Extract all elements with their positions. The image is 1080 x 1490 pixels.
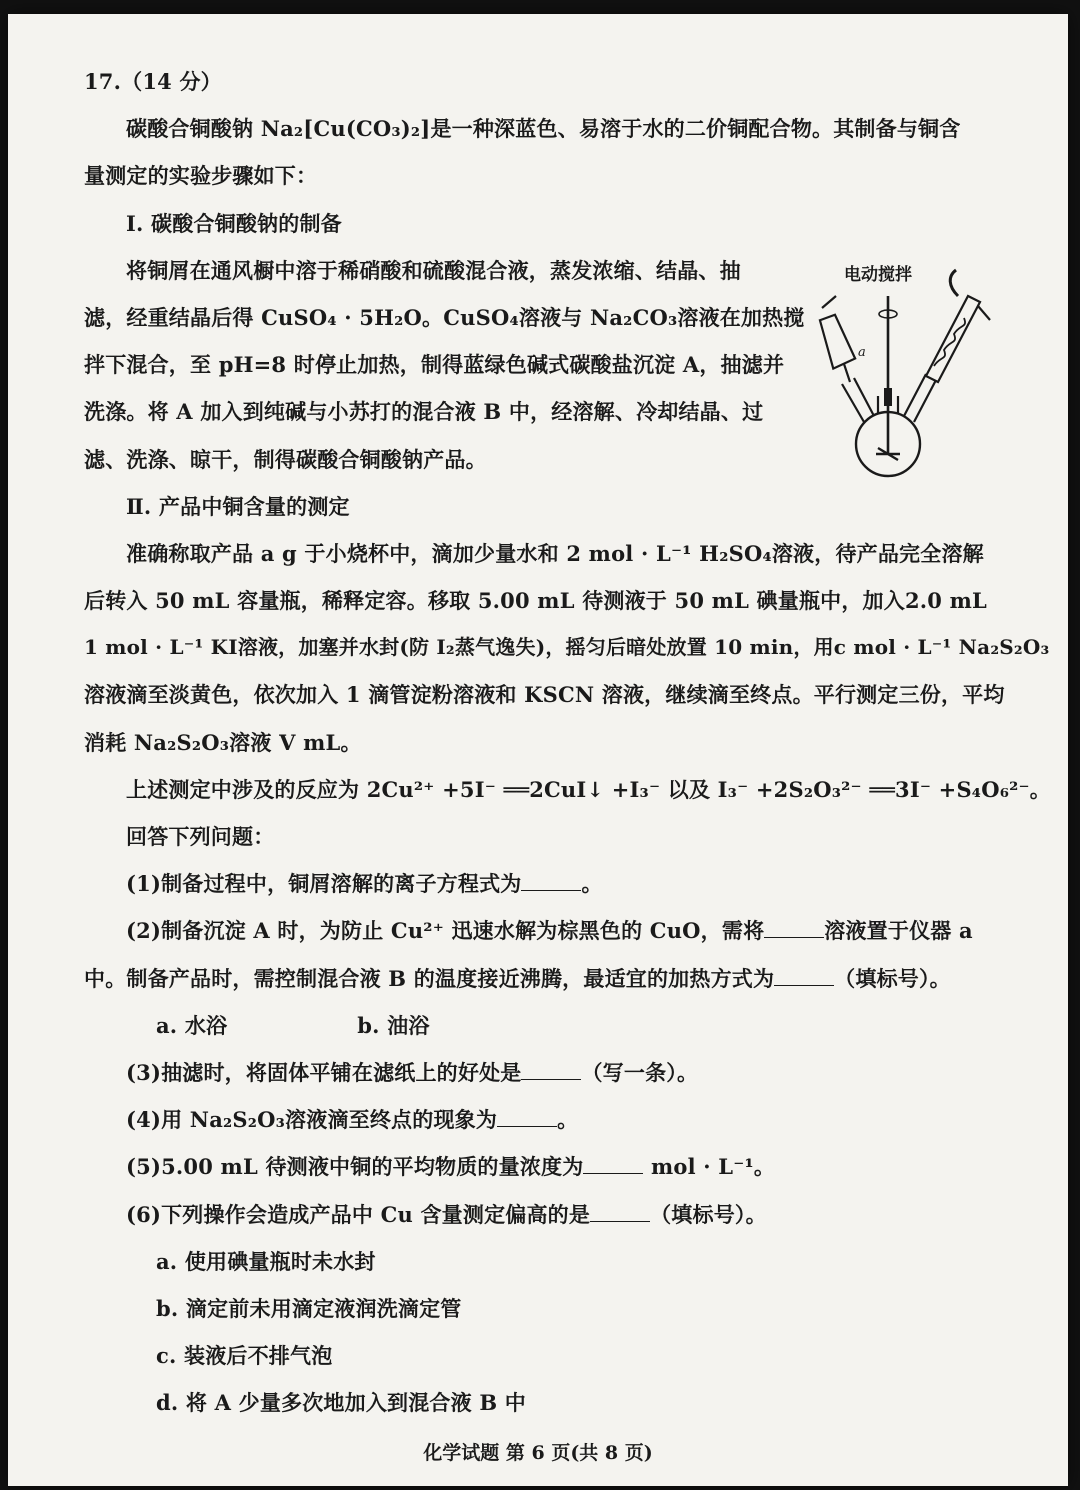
reaction-equations: 上述测定中涉及的反应为 2Cu²⁺ +5I⁻ ══2CuI↓ +I₃⁻ 以及 I₃⁻ +2S₂O₃²⁻ ══3I⁻ +S₄O₆²⁻。	[126, 776, 1051, 802]
sub-question-3	[84, 1049, 1004, 1096]
funnel-stem	[844, 364, 850, 382]
part1-line-3: 拌下混合，至 pH=8 时停止加热，制得蓝绿色碱式碳酸盐沉淀 A，抽滤并	[84, 352, 785, 378]
intro-line-1: 碳酸合铜酸钠 Na₂[Cu(CO₃)₂]是一种深蓝色、易溶于水的二价铜配合物。其制备与铜含	[126, 116, 961, 142]
answer-prompt: 回答下列问题：	[126, 824, 275, 849]
part1-line-2: 滤，经重结晶后得 CuSO₄ · 5H₂O。CuSO₄溶液与 Na₂CO₃溶液在加热搅	[84, 304, 805, 330]
part2-line-5: 消耗 Na₂S₂O₃溶液 V mL。	[84, 729, 362, 755]
part2-line-4: 溶液滴至淡黄色，依次加入 1 滴管淀粉溶液和 KSCN 溶液，继续滴至终点。平行测定三份，平均	[84, 682, 1005, 708]
q2-option-b: b. 油浴	[357, 1012, 430, 1038]
sub-question-6	[84, 1191, 1004, 1238]
part1-line-5: 滤、洗涤、晾干，制得碳酸合铜酸钠产品。	[84, 446, 487, 472]
q6-option-b: b. 滴定前未用滴定液润洗滴定管	[156, 1295, 462, 1321]
funnel-stopper	[822, 296, 836, 308]
q2-answer-blank-2[interactable]	[774, 965, 834, 986]
condenser-outlet	[978, 306, 990, 320]
flask-left-neck	[842, 378, 874, 422]
q6-option-c: c. 装液后不排气泡	[156, 1343, 333, 1369]
q6-tail: （填标号）。	[650, 1201, 767, 1227]
q2-tail-1: 溶液置于仪器 a	[824, 918, 973, 944]
flask-right-neck	[904, 374, 936, 422]
stirrer-seal	[884, 388, 892, 406]
sub-question-1	[84, 860, 1004, 907]
q2-options	[84, 1002, 1004, 1049]
sub-question-2-line-1	[84, 907, 1004, 954]
apparatus-figure	[808, 256, 998, 486]
q6-answer-blank[interactable]	[590, 1201, 650, 1222]
condenser-hose	[950, 270, 958, 296]
q2-option-a: a. 水浴	[156, 1012, 228, 1038]
sub-question-2-line-2	[84, 955, 1004, 1002]
q2-tail-2: （填标号）。	[834, 965, 951, 991]
question-header: 17.（14 分）	[84, 69, 222, 94]
condenser	[926, 296, 980, 382]
q6-text: (6)下列操作会造成产品中 Cu 含量测定偏高的是	[126, 1201, 591, 1227]
exam-page	[8, 14, 1068, 1486]
q4-text: (4)用 Na₂S₂O₃溶液滴至终点的现象为	[126, 1107, 498, 1133]
q6-option-d: d. 将 A 少量多次地加入到混合液 B 中	[156, 1390, 526, 1416]
funnel-label-a: a	[858, 345, 866, 360]
q6-option-a: a. 使用碘量瓶时未水封	[156, 1248, 376, 1274]
sub-question-4	[84, 1096, 1004, 1143]
q5-text: (5)5.00 mL 待测液中铜的平均物质的量浓度为	[126, 1154, 584, 1180]
q5-answer-blank[interactable]	[583, 1153, 643, 1174]
q3-answer-blank[interactable]	[521, 1059, 581, 1080]
q1-text: (1)制备过程中，铜屑溶解的离子方程式为	[126, 871, 522, 897]
q2-text-1: (2)制备沉淀 A 时，为防止 Cu²⁺ 迅速水解为棕黑色的 CuO，需将	[126, 918, 765, 944]
q3-tail: （写一条）。	[581, 1059, 699, 1085]
part2-title: Ⅱ. 产品中铜含量的测定	[126, 493, 350, 519]
q3-text: (3)抽滤时，将固体平铺在滤纸上的好处是	[126, 1059, 522, 1085]
dropping-funnel-a	[816, 313, 856, 368]
page-footer: 化学试题 第 6 页(共 8 页)	[423, 1442, 653, 1464]
q1-answer-blank[interactable]	[521, 870, 581, 891]
sub-question-5	[84, 1143, 1004, 1190]
q4-tail: 。	[557, 1107, 579, 1133]
q1-tail: 。	[581, 871, 603, 897]
q2-answer-blank-1[interactable]	[764, 917, 824, 938]
figure-caption: 电动搅拌	[844, 265, 912, 285]
intro-line-2: 量测定的实验步骤如下：	[84, 163, 318, 189]
part1-title: Ⅰ. 碳酸合铜酸钠的制备	[126, 210, 342, 236]
part1-line-1: 将铜屑在通风橱中溶于稀硝酸和硫酸混合液，蒸发浓缩、结晶、抽	[126, 257, 741, 283]
q5-tail: mol · L⁻¹。	[643, 1154, 776, 1180]
q4-answer-blank[interactable]	[497, 1106, 557, 1127]
part2-line-2: 后转入 50 mL 容量瓶，稀释定容。移取 5.00 mL 待测液于 50 mL 碘量瓶中，加入2.0 mL	[84, 588, 987, 614]
part1-line-4: 洗涤。将 A 加入到纯碱与小苏打的混合液 B 中，经溶解、冷却结晶、过	[84, 399, 764, 425]
part2-line-1: 准确称取产品 a g 于小烧杯中，滴加少量水和 2 mol · L⁻¹ H₂SO₄溶液，待产品完全溶解	[126, 540, 984, 566]
part2-line-3: 1 mol · L⁻¹ KI溶液，加塞并水封(防 I₂蒸气逸失)，摇匀后暗处放置 10 min，用c mol · L⁻¹ Na₂S₂O₃	[84, 635, 1050, 660]
q2-text-2: 中。制备产品时，需控制混合液 B 的温度接近沸腾，最适宜的加热方式为	[84, 965, 775, 991]
